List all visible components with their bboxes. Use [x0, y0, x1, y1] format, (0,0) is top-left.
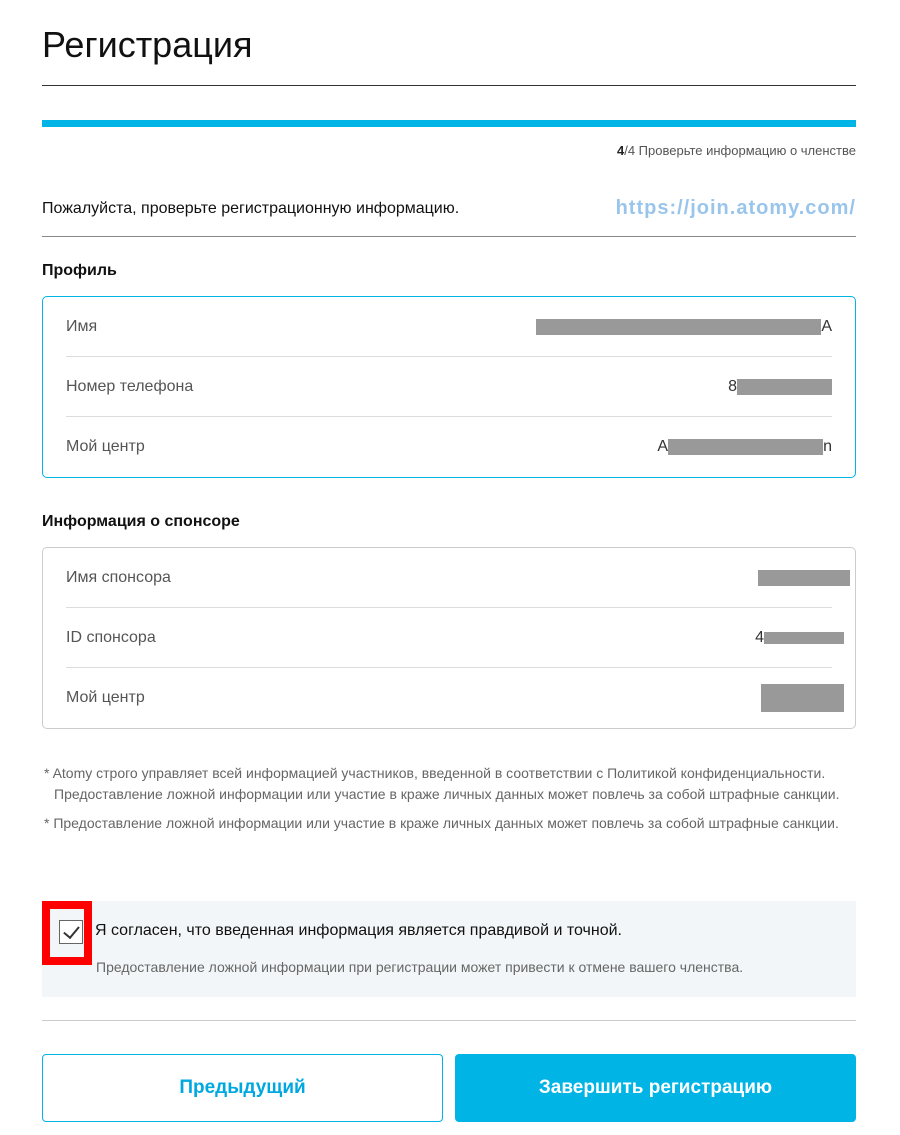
- row-value-redacted: 4: [755, 629, 844, 647]
- note-privacy: * Atomy строго управляет всей информацией участников, введенной в соответствии с Политикой конфиденциальности. Предоставление ложной информации или участие в краже личных данных может повлечь за собой штрафные санкции.: [44, 765, 840, 802]
- row-value-redacted: A: [536, 318, 832, 336]
- intro-divider: [42, 236, 856, 237]
- sponsor-box: [42, 547, 856, 729]
- sponsor-row-id: [66, 608, 832, 668]
- progress-bar: [42, 120, 856, 127]
- step-total: /4: [624, 143, 636, 158]
- disclaimer-notes: [42, 763, 862, 842]
- row-label: Мой центр: [66, 438, 145, 455]
- profile-row-name: [66, 297, 832, 357]
- row-value-redacted: 8: [728, 378, 832, 396]
- profile-box: [42, 296, 856, 478]
- row-value-redacted: [761, 684, 844, 712]
- agreement-panel: [42, 901, 856, 997]
- title-divider: [42, 85, 856, 86]
- sponsor-row-center: [66, 668, 832, 728]
- note-penalty: * Предоставление ложной информации или участие в краже личных данных может повлечь за собой штрафные санкции.: [44, 815, 839, 831]
- page-title: Регистрация: [42, 24, 253, 65]
- watermark: https://join.atomy.com/: [615, 197, 856, 219]
- profile-row-phone: [66, 357, 832, 417]
- step-label: Проверьте информацию о членстве: [635, 143, 856, 158]
- row-label: Номер телефона: [66, 377, 194, 395]
- row-label: Мой центр: [66, 689, 145, 706]
- finish-registration-button[interactable]: Завершить регистрацию: [455, 1054, 856, 1122]
- agree-label[interactable]: Я согласен, что введенная информация является правдивой и точной.: [95, 922, 622, 939]
- profile-heading: Профиль: [42, 262, 117, 279]
- agree-checkbox[interactable]: [59, 920, 83, 944]
- bottom-divider: [42, 1020, 856, 1021]
- step-current: 4: [616, 143, 625, 158]
- sponsor-heading: Информация о спонсоре: [42, 513, 240, 530]
- row-value-redacted: A n: [657, 438, 832, 455]
- intro-text: Пожалуйста, проверьте регистрационную информацию.: [42, 200, 460, 217]
- row-label: Имя: [66, 317, 98, 335]
- sponsor-row-name: [66, 548, 832, 608]
- previous-button[interactable]: Предыдущий: [42, 1054, 443, 1122]
- profile-row-center: [66, 417, 832, 477]
- row-label: ID спонсора: [66, 628, 156, 646]
- row-value-redacted: [758, 570, 850, 586]
- step-indicator: [617, 143, 856, 158]
- agree-subtext: Предоставление ложной информации при регистрации может привести к отмене вашего членства.: [96, 959, 744, 975]
- row-label: Имя спонсора: [66, 568, 171, 586]
